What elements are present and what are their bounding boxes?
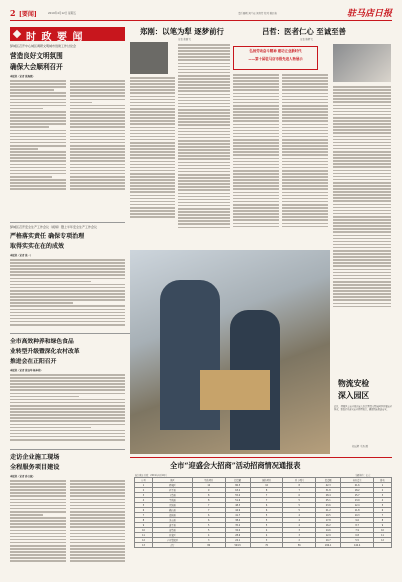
a3-body [10,374,125,449]
table-cell: 4 [135,498,153,503]
table-cell: 5 [250,513,283,518]
a3-title3: 推进会在正阳召开 [10,359,57,365]
table-cell: 6 [373,508,391,513]
a3-title2: 业转型升级暨深化农村改革 [10,349,80,355]
a3-title: 全市高效种养和绿色食品 [10,339,74,345]
table-cell: 正阳县 [152,503,192,508]
table-cell: 9.6 [341,518,374,523]
table-cell: 5 [250,518,283,523]
masthead [10,6,392,20]
table-cell: 12 [373,538,391,543]
page-number: 2 [10,8,16,18]
column-flag [10,27,125,41]
column-flag-icon [13,30,21,38]
table-cell: 28.6 [225,533,250,538]
table-cell: 13 [135,543,153,548]
table-cell: 44.9 [225,508,250,513]
table-header-cell: 开工项目 [283,478,316,483]
table-cell: 7 [373,513,391,518]
table-cell: 28.4 [316,493,341,498]
table-cell: 9 [192,488,225,493]
feature-body-col5 [333,86,391,330]
divider [10,449,125,450]
table-header-cell: 投资额 [316,478,341,483]
divider [10,222,125,223]
a2-body [10,259,125,333]
table-cell: 142.4 [341,543,374,548]
table-cell: 6 [192,513,225,518]
table-cell: 14.6 [316,528,341,533]
table-cell: 4 [283,518,316,523]
date-line: 2019年4月12日 星期五 [48,12,76,15]
table-header-cell: 排名 [373,478,391,483]
table-header-cell: 签约项目 [192,478,225,483]
table-cell: 32.0 [225,528,250,533]
table-cell: 5 [373,503,391,508]
feature-body-col2 [178,44,230,247]
feature-left-title: 郑刚：以笔为犁 逐梦前行 [140,27,224,36]
table-cell: 7 [283,488,316,493]
table-cell: 42.3 [316,483,341,488]
table-cell: 31.8 [316,488,341,493]
table-header-cell: 省外资金 [341,478,374,483]
table-cell: 51.6 [225,498,250,503]
table-cell: 3 [192,538,225,543]
table-cell: 10.7 [316,538,341,543]
table-cell: 23.6 [316,503,341,508]
table-cell: 开发区 [152,533,192,538]
table-cell: 12 [192,483,225,488]
table-cell: 遂平县 [152,523,192,528]
table-cell: 80 [192,543,225,548]
a1-byline: 本报讯（记者 张海燕） [10,75,35,78]
table-cell: 1 [373,483,391,488]
a4-title: 走访企业施工现场 [10,454,60,461]
table-cell: 19.5 [316,513,341,518]
a2-title2: 取得实实在在的成效 [10,243,65,250]
column-title: 时 政 要 闻 [26,32,84,43]
table-cell: 5.5 [341,538,374,543]
table-cell: 5 [283,508,316,513]
table-cell: 7 [250,493,283,498]
table-cell: 6.8 [341,533,374,538]
police-photo [130,250,330,454]
table-cell: 3 [135,493,153,498]
a1-title: 营造良好文明氛围 [10,52,63,60]
table-cell: 16.2 [316,523,341,528]
table-cell: 56 [283,543,316,548]
table-cell: 3 [283,528,316,533]
table-cell: 12 [135,538,153,543]
table-cell: 上蔡县 [152,493,192,498]
doctor-photo [333,44,391,82]
editor-line: 责任编辑 刘兰花 刘青竹 校对 陈红艳 [238,12,277,15]
section-tag: [要闻] [19,11,37,18]
table-cell: 10 [135,528,153,533]
table-cell: 12.9 [316,533,341,538]
table-cell: 6 [250,508,283,513]
table-cell [373,543,391,548]
table-rule [130,457,392,458]
table-cell: 264.1 [316,543,341,548]
table-unit-note: 统计截止日期：2019年4月10日 [135,474,167,477]
table-cell: 5 [135,503,153,508]
table-cell: 2 [373,488,391,493]
feature-body-col4 [282,74,328,248]
table-cell: 11.8 [341,508,374,513]
table-cell: 3 [250,538,283,543]
author-photo [130,42,168,74]
table-cell: 2 [283,538,316,543]
table-cell: 6 [250,503,283,508]
table-cell: 21.6 [341,483,374,488]
table-unit-note2: 金额单位：亿元 [355,474,371,477]
banner [233,46,318,70]
table-cell: 3 [283,533,316,538]
table-cell: 产业集聚区 [152,538,192,543]
police-title2: 深入园区 [338,391,370,400]
table-cell: 5 [283,503,316,508]
parcel-box [200,370,270,410]
a1-title2: 确保大会顺利召开 [10,63,63,71]
table-cell: 新蔡县 [152,528,192,533]
table-cell: 15.7 [341,493,374,498]
table-cell: 35.2 [225,523,250,528]
article-a1 [10,44,125,220]
article-a3 [10,336,125,446]
table-cell: 4 [373,498,391,503]
table-cell: 5 [192,528,225,533]
table-cell: 11 [135,533,153,538]
a1-body [10,80,125,208]
feature-body-col3 [233,74,279,248]
banner-line2: ——第十届驻马店市级先进人物展示 [248,57,303,61]
table-cell: 7.9 [341,528,374,533]
table-cell: 8 [192,498,225,503]
table-cell: 4 [283,523,316,528]
table-cell: 55.0 [225,493,250,498]
table-cell: 70 [250,543,283,548]
table-row [135,543,392,548]
police-title: 物流安检 [338,379,370,388]
table-cell: 9 [135,523,153,528]
police-caption: 近日，驿城区公安分局治安大队民警深入物流园区开展安全检查，督促企业落实安全管理制度，确保物流寄递安全。 [334,405,392,412]
table-cell: 8 [135,518,153,523]
a2-title: 严格落实责任 确保专项治理 [10,233,85,240]
table-cell: 63.2 [225,488,250,493]
a4-body [10,480,125,580]
table-cell: 5 [283,498,316,503]
table-cell: 38.4 [225,518,250,523]
table-cell: 41.7 [225,513,250,518]
table-header-cell: 履约项目 [250,478,283,483]
banner-line1: 弘扬劳动奋斗精神 建功立业新时代 [249,49,302,53]
feature-right-title: 吕哲：医者仁心 至诚至善 [262,27,346,36]
article-a2 [10,225,125,330]
table-cell: 5 [250,523,283,528]
table-cell: 86.5 [225,483,250,488]
table-cell: 8 [192,493,225,498]
table-cell: 10 [373,528,391,533]
table-cell: 2 [135,488,153,493]
table-cell: 泌阳县 [152,513,192,518]
table-cell: 21.2 [316,508,341,513]
investment-table [134,477,392,548]
table-header-cell: 投资额 [225,478,250,483]
table-cell: 6 [283,493,316,498]
table-cell: 8 [250,488,283,493]
table-cell: 11 [373,533,391,538]
table-cell: 8 [283,483,316,488]
a2-byline: 本报讯（记者 张一） [10,254,33,257]
masthead-rule [10,20,392,21]
a3-byline: 本报讯（记者 张钰华 杨本珍） [10,369,43,372]
table-cell: 5 [192,523,225,528]
table-cell: 西平县 [152,488,192,493]
table-cell: 48.3 [225,503,250,508]
a4-title2: 全程服务项目建设 [10,464,60,471]
table-header-cell: 序号 [135,478,153,483]
table-cell: 12.4 [341,503,374,508]
a1-kicker: 驿城区召开中心城区调研文明城市创建工作讨论会 [10,44,77,48]
table-cell: 10 [250,483,283,488]
table-cell: 18.2 [341,488,374,493]
table-cell: 10.3 [341,513,374,518]
table-cell: 549.5 [225,543,250,548]
table-cell: 6 [192,518,225,523]
table-cell: 13.9 [341,498,374,503]
paper-name: 驻马店日报 [346,9,392,19]
table-cell: 平舆县 [152,498,192,503]
table-cell: 合计 [152,543,192,548]
table-cell: 驿城区 [152,483,192,488]
table-cell: 汝南县 [152,518,192,523]
table-cell: 25.1 [316,498,341,503]
table-cell: 24.1 [225,538,250,543]
table-cell: 7 [192,503,225,508]
table-cell: 1 [135,483,153,488]
table-cell: 3 [373,493,391,498]
table-cell: 7 [135,513,153,518]
table-cell: 4 [283,513,316,518]
table-cell: 4 [250,528,283,533]
police-credit: 刘云辉 王浩 摄 [352,445,368,448]
feature-right-byline: 记者 陈辉飞 [300,38,313,41]
a2-kicker: 驿城区召开安全生产工作会议（视频）暨上半年安全生产工作会议 [10,225,98,229]
feature-body-col1 [130,42,175,247]
table-cell: 8 [373,518,391,523]
table-cell: 7 [192,508,225,513]
table-cell: 4 [250,533,283,538]
table-cell: 8.7 [341,523,374,528]
table-cell: 17.8 [316,518,341,523]
table-cell: 6 [135,508,153,513]
table-title: 全市“迎盛会大招商”活动招商情况通报表 [170,461,301,470]
table-cell: 9 [373,523,391,528]
a4-byline: 本报讯（记者 孙立斌） [10,475,35,478]
table-cell: 4 [192,533,225,538]
table-cell: 7 [250,498,283,503]
table-header-cell: 县区 [152,478,192,483]
feature-left-byline: 记者 张丽飞 [178,38,191,41]
table-cell: 确山县 [152,508,192,513]
article-a4 [10,452,125,576]
